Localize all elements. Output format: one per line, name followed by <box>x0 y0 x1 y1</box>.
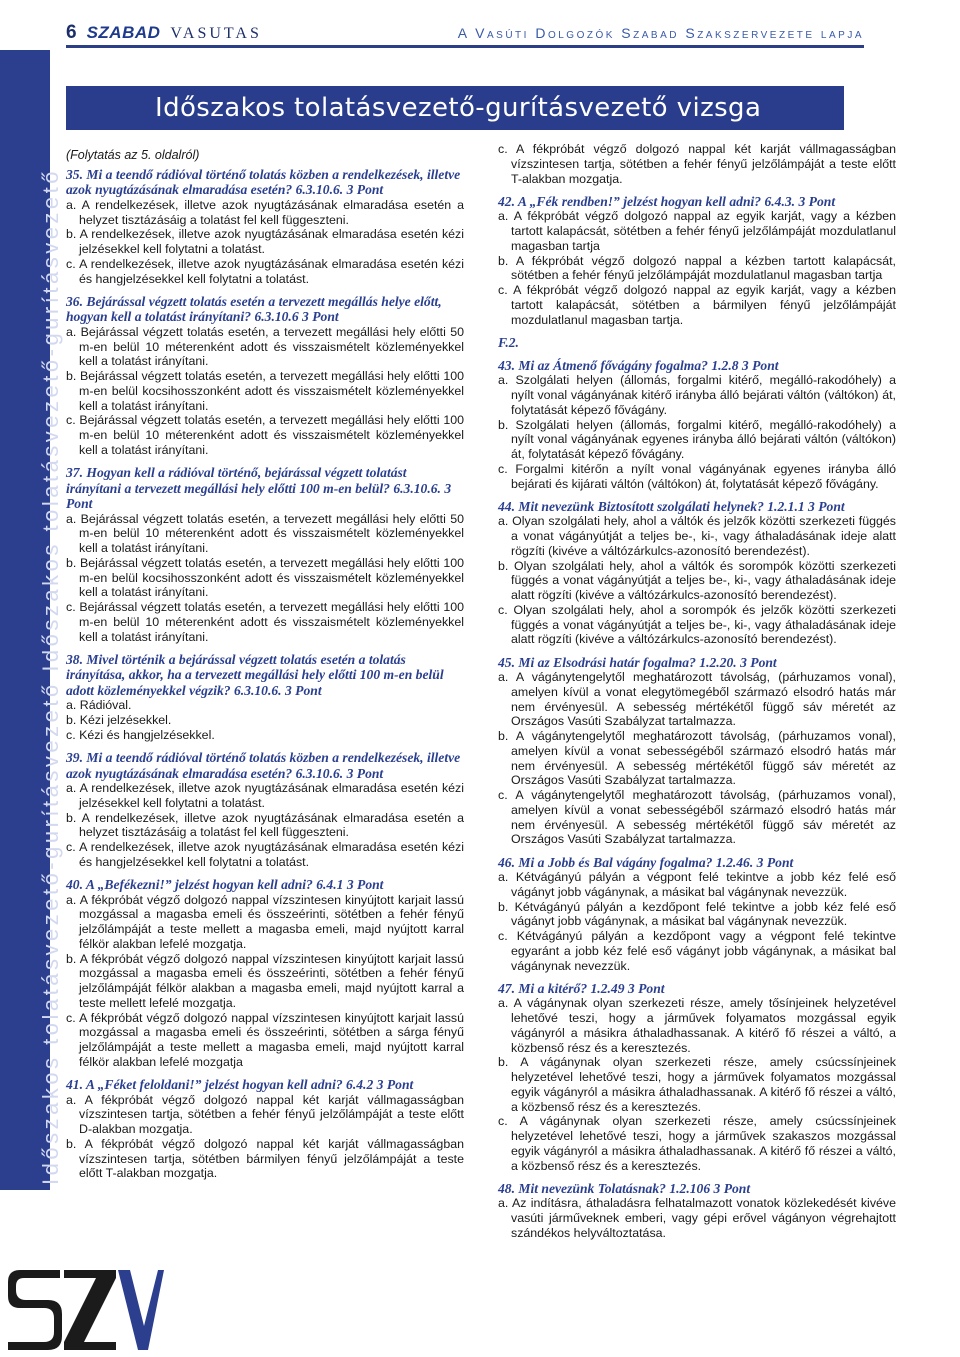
answer-option: b. A fékpróbát végző dolgozó nappal két karját vállmagasságban vízszintesen tartja, sötétben bármilyen fényű jelzőlámpáját a teste előtt T-alakban mozgatja. <box>66 1136 464 1181</box>
answer-option: c. Bejárással végzett tolatás esetén, a tervezett megállási hely előtti 100 m-en belül 10 méterenként adott és visszaismételt közleményekkel kell a tolatást irányítani. <box>66 413 464 457</box>
question-text: 37. Hogyan kell a rádióval történő, bejárással végzett tolatást irányítani a tervezett megállási hely előtti 100 m-en belül? 6.3.10.6. 3 Pont <box>66 465 452 511</box>
answer-option: a. Bejárással végzett tolatás esetén, a tervezett megállási hely előtti 50 m-en belül 10 méterenként adott és visszaismételt közleményekkel kell a tolatást irányítani. <box>66 324 464 369</box>
question-block <box>66 1077 464 1181</box>
question-text: 41. A „Féket feloldani!” jelzést hogyan kell adni? 6.4.2 3 Pont <box>66 1077 414 1092</box>
question-text: 48. Mit nevezünk Tolatásnak? 1.2.106 3 Pont <box>498 1180 751 1196</box>
szv-logo <box>4 1262 164 1354</box>
answer-option: a. A rendelkezések, illetve azok nyugtázásának elmaradása esetén a helyzet tisztázásáig a tolatást fel kell függeszteni. <box>66 197 464 227</box>
answer-option: c. A fékpróbát végző dolgozó nappal vízszintesen kinyújtott karjait lassú mozgással a magasba emeli és összeérinti, sötétben a sárga fényű jelzőlámpáját a teste mellett a magasba emeli, majd nyújtott karral félkör alakban lefelé mozgatja <box>66 1010 464 1069</box>
left-column <box>66 148 464 1189</box>
question-block <box>498 499 896 647</box>
brand-name-bold: SZABAD <box>86 23 161 42</box>
question-text: 42. A „Fék rendben!” jelzést hogyan kell adni? 6.4.3. 3 Pont <box>498 193 836 209</box>
answer-option: b. Bejárással végzett tolatás esetén, a tervezett megállási hely előtti 100 m-en belül kocsihosszonként adott és visszaismételt közleményekkel kell a tolatást irányítani. <box>66 555 464 600</box>
question-block <box>498 1181 896 1241</box>
question-block <box>66 750 464 870</box>
answer-option: b. Bejárással végzett tolatás esetén, a tervezett megállási hely előtti 100 m-en belül kocsihosszonként adott és visszaismételt közleményekkel kell a tolatást irányítani. <box>66 369 464 413</box>
page-number: 6 <box>66 22 77 43</box>
answer-option: b. A vágánynak olyan szerkezeti része, amely csúcssínjeinek helyzetével lehetővé teszi, hogy a járművek folyamatos mozgással egyik vágányról a másikra áthaladhassanak. A kitérő fő részei a váltó, a közbenső rész és a keresztezés. <box>498 1055 896 1114</box>
header-divider <box>66 45 864 48</box>
answer-option: a. A fékpróbát végző dolgozó nappal az egyik karját, vagy a kézben tartott kalapácsát, sötétben a fehér fényű jelzőlámpáját mozdulatlanul magasban tartja <box>498 209 896 253</box>
question-block <box>66 167 464 287</box>
question-text: 44. Mit nevezünk Biztosított szolgálati helynek? 1.2.1.1 3 Pont <box>498 498 845 514</box>
answer-option: a. Rádióval. <box>66 698 132 713</box>
answer-option: a. A fékpróbát végző dolgozó nappal két karját vállmagasságban vízszintesen tartja, sötétben a fehér fényű jelzőlámpáját a teste előtt D-alakban mozgatja. <box>66 1092 464 1136</box>
question-text: 36. Bejárással végzett tolatás esetén a tervezett megállás helye előtt, hogyan kell a tolatást irányítani? 6.3.10.6 3 Pont <box>66 293 442 325</box>
masthead <box>66 22 262 44</box>
question-block <box>498 655 896 848</box>
question-text: 35. Mi a teendő rádióval történő tolatás közben a rendelkezések, illetve azok nyugtázásának elmaradása esetén? 6.3.10.6. 3 Pont <box>66 166 461 198</box>
question-block <box>498 335 896 351</box>
question-block <box>498 855 896 974</box>
question-text: 45. Mi az Elsodrási határ fogalma? 1.2.20. 3 Pont <box>498 654 777 670</box>
question-block <box>66 465 464 644</box>
answer-option: b. A rendelkezések, illetve azok nyugtázásának elmaradása esetén a helyzet tisztázásáig a tolatást fel kell függeszteni. <box>66 810 464 840</box>
answer-option: b. Kézi jelzésekkel. <box>66 713 172 727</box>
answer-option: c. A fékpróbát végző dolgozó nappal az egyik karját, vagy a kézben tartott kalapácsát, sötétben a bármilyen fényű jelzőlámpáját mozdulatlanul magasban tartja. <box>498 283 896 327</box>
answer-option: c. Kétvágányú pályán a kezdőpont vagy a végpont felé tekintve egyaránt a jobb kéz felé eső vágányt jobb vágánynak, a másikat bal vágánynak nevezzük. <box>498 929 896 973</box>
question-text: 38. Mivel történik a bejárással végzett tolatás esetén a tolatás irányítása, akkor, ha a tervezett megállási hely előtti 100 m-en belül adott közleményekkel végzik? 6.3.10.6. 3 Pont <box>66 651 444 698</box>
question-text: 40. A „Befékezni!” jelzést hogyan kell adni? 6.4.1 3 Pont <box>66 877 384 892</box>
answer-option: b. Kétvágányú pályán a kezdőpont felé tekintve a jobb kéz felé eső vágányt jobb vágánynak, a másikat bal vágánynak nevezzük. <box>498 899 896 929</box>
answer-option: a. A vágánynak olyan szerkezeti része, amely tősínjeinek helyzetével lehetővé teszi, hogy a járművek folyamatos mozgással egyik vágányról a másikra áthaladhassanak. A kitérő fő részei a váltó, a közbenső rész és a keresztezés. <box>498 996 896 1055</box>
answer-option: b. A fékpróbát végző dolgozó nappal a kézben tartott kalapácsát, sötétben a fehér fényű jelzőlámpáját mozdulatlanul magasban tartja <box>498 253 896 283</box>
answer-option: c. Bejárással végzett tolatás esetén, a tervezett megállási hely előtti 100 m-en belül 10 méterenként adott és visszaismételt közleményekkel kell a tolatást irányítani. <box>66 600 464 644</box>
question-text: 39. Mi a teendő rádióval történő tolatás közben a rendelkezések, illetve azok nyugtázásának elmaradása esetén? 6.3.10.6. 3 Pont <box>66 750 461 781</box>
page-title: Időszakos tolatásvezető-gurításvezető vizsga <box>155 93 762 123</box>
question-block <box>66 294 464 458</box>
answer-option: a. Az indításra, áthaladásra felhatalmazott vonatok közlekedését kivéve vasúti járműveknek emberi, vagy gépi erővel vágányon végrehajtott szándékos helyváltoztatása. <box>498 1196 896 1240</box>
side-label: Időszakos tolatásvezető-gurításvezető Időszakos tolatásvezető-gurításvezető <box>38 167 63 1185</box>
question-block <box>498 142 896 186</box>
right-column <box>498 142 896 1248</box>
answer-option: c. A fékpróbát végző dolgozó nappal két karját vállmagasságban vízszintesen tartja, sötétben a fehér fényű jelzőlámpáját a teste előtt T-alakban mozgatja. <box>498 142 896 186</box>
answer-option: a. Olyan szolgálati hely, ahol a váltók és jelzők közötti szerkezeti függés a vonat vágányútját a teljes be-, ki-, vagy áthaladásának ideje alatt rögzíti (kivéve a váltózárkulcs-azonosító berendezést). <box>498 514 896 558</box>
answer-option: c. Olyan szolgálati hely, ahol a sorompók és jelzők közötti szerkezeti függés a vonat vágányútját a teljes be-, ki-, vagy áthaladásának ideje alatt rögzíti (kivéve a váltózárkulcs-azonosító berendezést). <box>498 602 896 647</box>
answer-option: a. Bejárással végzett tolatás esetén, a tervezett megállási hely előtti 50 m-en belül 10 méterenként adott és visszaismételt közleményekkel kell a tolatást irányítani. <box>66 511 464 555</box>
question-text: 43. Mi az Átmenő fővágány fogalma? 1.2.8 3 Pont <box>498 357 779 373</box>
question-text: 47. Mi a kitérő? 1.2.49 3 Pont <box>498 980 665 996</box>
answer-option: a. Kétvágányú pályán a végpont felé tekintve a jobb kéz felé eső vágányt jobb vágánynak, a másikat bal vágánynak nevezzük. <box>498 870 896 899</box>
question-block <box>498 358 896 492</box>
question-text: F.2. <box>498 334 519 350</box>
answer-option: c. A rendelkezések, illetve azok nyugtázásának elmaradása esetén kézi és hangjelzésekkel kell folytatni a tolatást. <box>66 840 464 869</box>
question-block <box>498 194 896 328</box>
answer-option: b. A rendelkezések, illetve azok nyugtázásának elmaradása esetén kézi jelzésekkel kell folytatni a tolatást. <box>66 227 464 256</box>
answer-option: b. Szolgálati helyen (állomás, forgalmi kitérő, megálló-rakodóhely) a nyílt vonal vágányának egyenes irányba álló bejárati váltón (váltókon) át, folytatását képező fővágány. <box>498 417 896 461</box>
answer-option: c. A vágánytengelytől meghatározott távolság, (párhuzamos vonal), amelyen kívül a vonat sebességéből származó elsodró hatás már nem érvényesül. A sebesség mértékétől függő sáv méretét az Országos Vasúti Szabályzat tartalmazza. <box>498 788 896 847</box>
answer-option: c. A vágánynak olyan szerkezeti része, amely csúcssínjeinek helyzetével lehetővé teszi, hogy a járművek szakaszos mozgással egyik vágányról a másikra áthaladhassanak. A kitérő fő részei a váltó, a közbenső rész és a keresztezés. <box>498 1114 896 1173</box>
answer-option: b. A fékpróbát végző dolgozó nappal vízszintesen kinyújtott karjait lassú mozgással a magasba emeli és összeérinti, sötétben a fehér fényű jelzőlámpáját félkör alakban a magasba emeli, majd nyújtott karral a teste mellett lefelé mozgatja. <box>66 951 464 1010</box>
answer-option: a. A fékpróbát végző dolgozó nappal vízszintesen kinyújtott karjait lassú mozgással a magasba emeli és összeérinti, sötétben a fehér fényű jelzőlámpáját a teste mellett a magasba emeli, majd nyújtott karral félkör alakban lefelé mozgatja. <box>66 892 464 951</box>
continuation-note: (Folytatás az 5. oldalról) <box>66 148 200 162</box>
answer-option: a. Szolgálati helyen (állomás, forgalmi kitérő, megálló-rakodóhely) a nyílt vonal vágányának kitérő irányba álló bejárati váltón (váltókon) át, folytatását képező fővágány. <box>498 373 896 417</box>
question-block <box>498 981 896 1174</box>
answer-option: c. Kézi és hangjelzésekkel. <box>66 727 215 742</box>
answer-option: a. A rendelkezések, illetve azok nyugtázásának elmaradása esetén kézi jelzésekkel kell folytatni a tolatást. <box>66 781 464 810</box>
page-header <box>0 0 960 50</box>
answer-option: c. Forgalmi kitérőn a nyílt vonal vágányának egyenes irányba álló bejárati és kijárati váltón (váltókon) át, folytatását képező fővágány. <box>498 461 896 491</box>
question-text: 46. Mi a Jobb és Bal vágány fogalma? 1.2.46. 3 Pont <box>498 854 794 870</box>
tagline: A Vasúti Dolgozók Szabad Szakszervezete lapja <box>457 25 864 41</box>
answer-option: a. A vágánytengelytől meghatározott távolság, (párhuzamos vonal), amelyen kívül a vonat elegytömegéből származó elsodró hatás már nem érvényesül. A sebesség mértékétől függő sáv méretét az Országos Vasúti Szabályzat tartalmazza. <box>498 670 896 729</box>
brand-name-light: VASUTAS <box>170 25 262 42</box>
answer-option: c. A rendelkezések, illetve azok nyugtázásának elmaradása esetén kézi és hangjelzésekkel kell folytatni a tolatást. <box>66 256 464 286</box>
answer-option: b. Olyan szolgálati hely, ahol a váltók és sorompók közötti szerkezeti függés a vonat vágányútját a teljes be-, ki-, vagy áthaladásának ideje alatt rögzíti (kivéve a váltózárkulcs-azonosító berendezést). <box>498 558 896 602</box>
question-block <box>66 877 464 1070</box>
answer-option: b. A vágánytengelytől meghatározott távolság, (párhuzamos vonal), amelyen kívül a vonat sebességéből származó elsodró hatás már nem érvényesül. A sebesség mértékétől függő sáv méretét az Országos Vasúti Szabályzat tartalmazza. <box>498 729 896 788</box>
question-block <box>66 652 464 743</box>
